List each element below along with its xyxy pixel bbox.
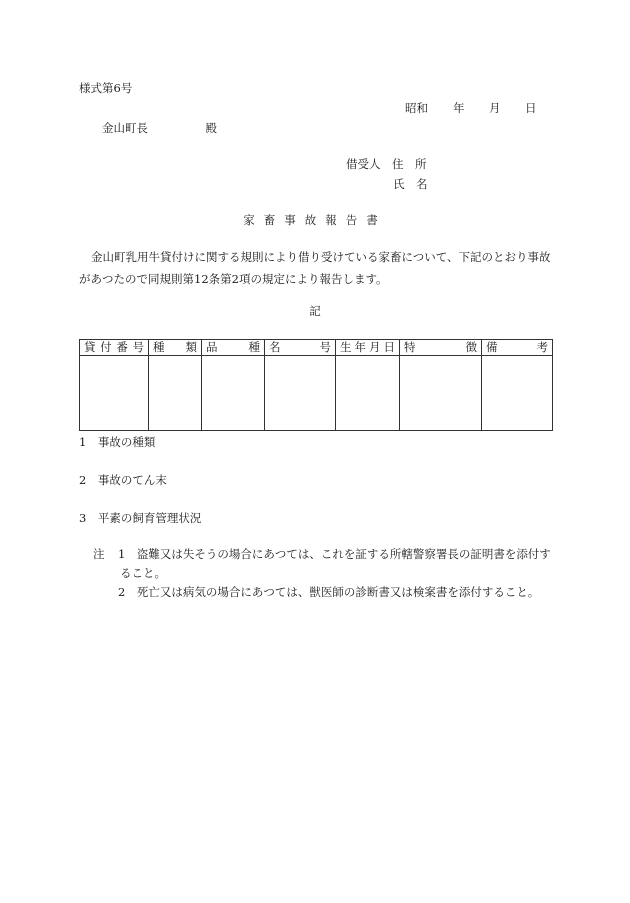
header-type: 種類 [149, 340, 202, 356]
item-care-conditions: 3 平素の飼育管理状況 [79, 511, 202, 525]
borrower-name-label: 氏 名 [393, 177, 428, 191]
notes-label: 注 [93, 547, 105, 561]
header-loan-number: 貸付番号 [80, 340, 149, 356]
item-accident-type: 1 事故の種類 [79, 435, 156, 449]
table-cell [149, 356, 202, 431]
body-paragraph: 金山町乳用牛貸付けに関する規則により借り受けている家畜について、下記のとおり事故があつたので同規則第12条第2項の規定により報告します。 [79, 250, 551, 286]
table-cell [202, 356, 265, 431]
header-birth-date: 生年月日 [336, 340, 400, 356]
header-name: 名号 [265, 340, 336, 356]
note-1-continuation: ること。 [120, 566, 166, 580]
header-breed: 品種 [202, 340, 265, 356]
ki-heading: 記 [309, 304, 321, 318]
date-line [405, 100, 537, 116]
document-title: 家畜事故報告書 [243, 213, 387, 227]
date-month-label: 月 [489, 101, 501, 115]
table-cell [265, 356, 336, 431]
header-remarks: 備考 [482, 340, 553, 356]
header-features: 特徴 [400, 340, 482, 356]
note-1: 1 盗難又は失そうの場合にあつては、これを証する所轄警察署長の証明書を添付す [118, 547, 551, 561]
note-2: 2 死亡又は病気の場合にあつては、獣医師の診断書又は検案書を添付すること。 [118, 585, 540, 599]
date-day-label: 日 [525, 101, 537, 115]
form-number: 様式第6号 [79, 81, 133, 95]
table-cell [482, 356, 553, 431]
item-accident-details: 2 事故のてん末 [79, 473, 167, 487]
livestock-table [79, 339, 553, 431]
table-header-row [80, 340, 553, 356]
table-cell [400, 356, 482, 431]
table-cell [336, 356, 400, 431]
date-era: 昭和 [405, 101, 428, 115]
date-year-label: 年 [453, 101, 465, 115]
recipient: 金山町長 殿 [102, 121, 217, 135]
table-row [80, 356, 553, 431]
table-cell [80, 356, 149, 431]
borrower-address-label: 借受人 住 所 [346, 157, 427, 171]
